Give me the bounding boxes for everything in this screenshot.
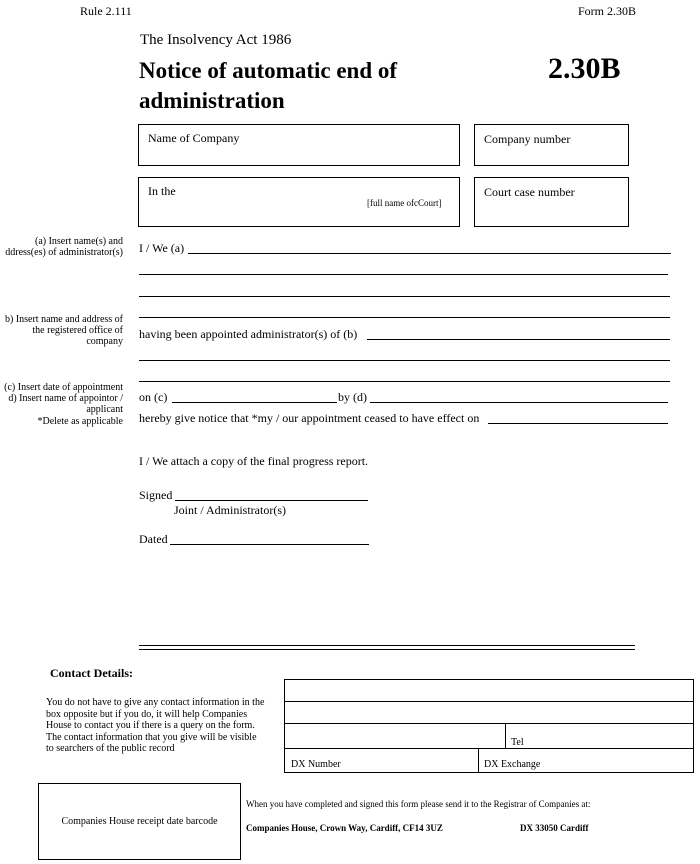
rule-number: Rule 2.111	[80, 4, 132, 18]
court-hint: [full name ofcCourt]	[367, 198, 442, 208]
form-number: Form 2.30B	[578, 4, 637, 18]
i-we-label: I / We (a)	[139, 241, 185, 255]
contact-line-1[interactable]	[285, 701, 693, 702]
company-address-line[interactable]	[367, 339, 670, 340]
companies-house-address: Companies House, Crown Way, Cardiff, CF14 3UZ	[246, 823, 443, 833]
send-instructions: When you have completed and signed this form please send it to the Registrar of Companies at:	[246, 799, 591, 809]
form-code: 2.30B	[548, 52, 621, 85]
company-address-line-2[interactable]	[139, 360, 670, 361]
barcode-box	[38, 783, 241, 860]
administrator-line-3[interactable]	[139, 296, 670, 297]
joint-administrator-label: Joint / Administrator(s)	[174, 503, 286, 517]
date-line[interactable]	[170, 544, 369, 545]
court-box[interactable]	[138, 177, 460, 227]
signed-label: Signed	[139, 488, 173, 502]
hereby-label: hereby give notice that *my / our appointment ceased to have effect on	[139, 411, 480, 425]
tel-label: Tel	[511, 737, 524, 748]
attach-label: I / We attach a copy of the final progress report.	[139, 454, 369, 468]
administrator-line-4[interactable]	[139, 317, 670, 318]
contact-line-3[interactable]	[285, 748, 693, 749]
dated-label: Dated	[139, 532, 168, 546]
margin-note-d: d) Insert name of appointor / applicant	[8, 393, 123, 415]
company-address-line-3[interactable]	[139, 381, 670, 382]
divider-bottom	[139, 649, 635, 650]
in-the-label: In the	[148, 184, 176, 198]
company-name-label: Name of Company	[148, 131, 240, 145]
company-name-box[interactable]	[138, 124, 460, 166]
signature-line[interactable]	[175, 500, 368, 501]
court-case-label: Court case number	[484, 185, 575, 199]
divider-top	[139, 645, 635, 646]
court-case-box[interactable]	[474, 177, 629, 227]
on-c-label: on (c)	[139, 390, 168, 404]
cease-date-line[interactable]	[488, 423, 668, 424]
contact-line-2[interactable]	[285, 723, 693, 724]
act-name: The Insolvency Act 1986	[140, 32, 292, 48]
barcode-label: Companies House receipt date barcode	[61, 816, 218, 827]
margin-note-a: (a) Insert name(s) and ddress(es) of administrator(s)	[5, 236, 123, 258]
by-d-label: by (d)	[338, 390, 367, 404]
page-title: Notice of automatic end of administration	[139, 58, 398, 113]
administrator-line-2[interactable]	[139, 274, 668, 275]
dx-divider	[478, 749, 479, 773]
contact-text: You do not have to give any contact information in the box opposite but if you do, it will help Companies House to contact you if there is a query on the form. The contact information that you give will be visible to searchers of the public record	[46, 697, 265, 754]
margin-note-delete: *Delete as applicable	[37, 416, 123, 427]
contact-box[interactable]	[284, 679, 694, 773]
administrator-name-line[interactable]	[188, 253, 671, 254]
company-number-box[interactable]	[474, 124, 629, 166]
tel-divider	[505, 724, 506, 749]
appointment-date-line[interactable]	[172, 402, 337, 403]
dx-exchange-label: DX Exchange	[484, 759, 541, 770]
having-been-label: having been appointed administrator(s) of (b)	[139, 327, 358, 341]
margin-note-c: (c) Insert date of appointment	[4, 382, 123, 393]
appointor-line[interactable]	[370, 402, 668, 403]
company-number-label: Company number	[484, 132, 571, 146]
margin-note-b: b) Insert name and address of the registered office of company	[4, 314, 123, 347]
contact-heading: Contact Details:	[50, 666, 133, 680]
dx-number-label: DX Number	[291, 759, 341, 770]
dx-address: DX 33050 Cardiff	[520, 823, 589, 833]
